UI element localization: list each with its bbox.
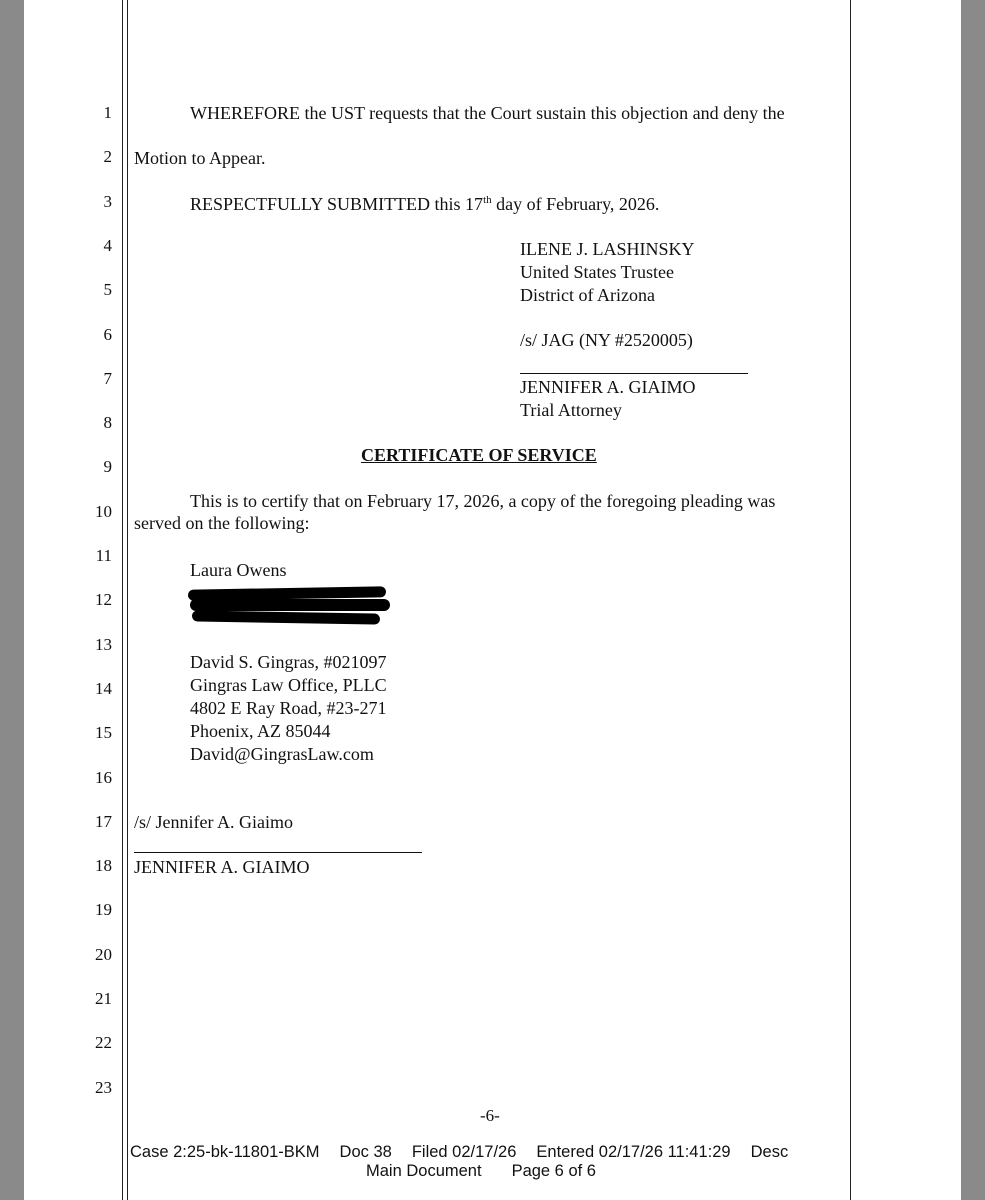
recipient-2-street: 4802 E Ray Road, #23-271: [190, 698, 387, 718]
wherefore-line-1: WHEREFORE the UST requests that the Court sustain this objection and deny the: [190, 103, 785, 123]
margin-rule-left-inner: [127, 0, 128, 1200]
margin-rule-right: [850, 0, 851, 1200]
certificate-line-2: served on the following:: [134, 513, 310, 533]
line-number: 13: [95, 634, 112, 654]
attorney-block: [520, 376, 696, 422]
footer-filed: Filed 02/17/26: [411, 1143, 517, 1161]
line-number: 9: [103, 457, 112, 477]
recipient-2-firm: Gingras Law Office, PLLC: [190, 675, 387, 695]
wherefore-line-2: Motion to Appear.: [134, 148, 266, 168]
footer-entered: Entered 02/17/26 11:41:29: [536, 1143, 731, 1161]
attorney-name: JENNIFER A. GIAIMO: [520, 377, 696, 397]
redaction-mark: [190, 599, 390, 611]
footer-page: Page 6 of 6: [511, 1162, 596, 1180]
recipient-2-block: [190, 651, 387, 766]
line-number: 12: [95, 590, 112, 610]
line-number: 6: [103, 324, 112, 344]
trustee-district: District of Arizona: [520, 285, 655, 305]
line-number: 2: [103, 147, 112, 167]
line-number: 11: [95, 546, 112, 565]
line-number: 21: [95, 989, 112, 1008]
trustee-block: [520, 238, 695, 307]
line-number: 23: [95, 1077, 112, 1097]
trustee-title: United States Trustee: [520, 262, 675, 282]
line-number: 16: [95, 767, 112, 787]
recipient-1-name: Laura Owens: [190, 560, 287, 580]
case-footer-line-2: [366, 1162, 596, 1181]
footer-case: Case 2:25-bk-11801-BKM: [130, 1143, 320, 1161]
line-number: 20: [95, 944, 112, 964]
certificate-line-1: This is to certify that on February 17, 2026, a copy of the foregoing pleading was: [190, 491, 776, 511]
line-number: 18: [95, 856, 112, 876]
footer-desc: Desc: [750, 1143, 789, 1161]
certificate-heading: CERTIFICATE OF SERVICE: [361, 445, 597, 465]
document-page: [24, 0, 961, 1200]
recipient-2-city: Phoenix, AZ 85044: [190, 721, 331, 741]
line-number: 7: [103, 368, 112, 388]
line-number: 17: [95, 811, 112, 831]
trustee-name: ILENE J. LASHINSKY: [520, 239, 695, 259]
submitted-line: RESPECTFULLY SUBMITTED this 17th day of February, 2026.: [190, 194, 660, 214]
closing-signature-line: [134, 852, 422, 853]
attorney-title: Trial Attorney: [520, 400, 622, 420]
line-number: 8: [103, 413, 112, 433]
signature-line: [520, 373, 748, 374]
margin-rule-left-outer: [122, 0, 123, 1200]
recipient-2-name: David S. Gingras, #021097: [190, 652, 387, 672]
recipient-2-email: David@GingrasLaw.com: [190, 744, 374, 764]
closing-signature: /s/ Jennifer A. Giaimo: [134, 812, 293, 832]
footer-main-doc: Main Document: [366, 1162, 482, 1180]
line-number: 19: [95, 900, 112, 920]
line-number: 14: [95, 678, 112, 698]
case-footer-line-1: [130, 1143, 788, 1162]
redaction-mark: [192, 610, 380, 624]
footer-doc: Doc 38: [339, 1143, 392, 1161]
closing-name: JENNIFER A. GIAIMO: [134, 857, 310, 877]
ordinal-suffix: th: [483, 194, 492, 206]
trustee-signature: /s/ JAG (NY #2520005): [520, 330, 693, 350]
line-number: 1: [103, 103, 112, 122]
line-number: 5: [103, 280, 112, 300]
line-number: 22: [95, 1033, 112, 1053]
line-number: 3: [103, 191, 112, 211]
line-number: 15: [95, 723, 112, 743]
line-number: 4: [103, 235, 112, 255]
line-number: 10: [95, 501, 112, 521]
page-number: -6-: [480, 1106, 500, 1125]
